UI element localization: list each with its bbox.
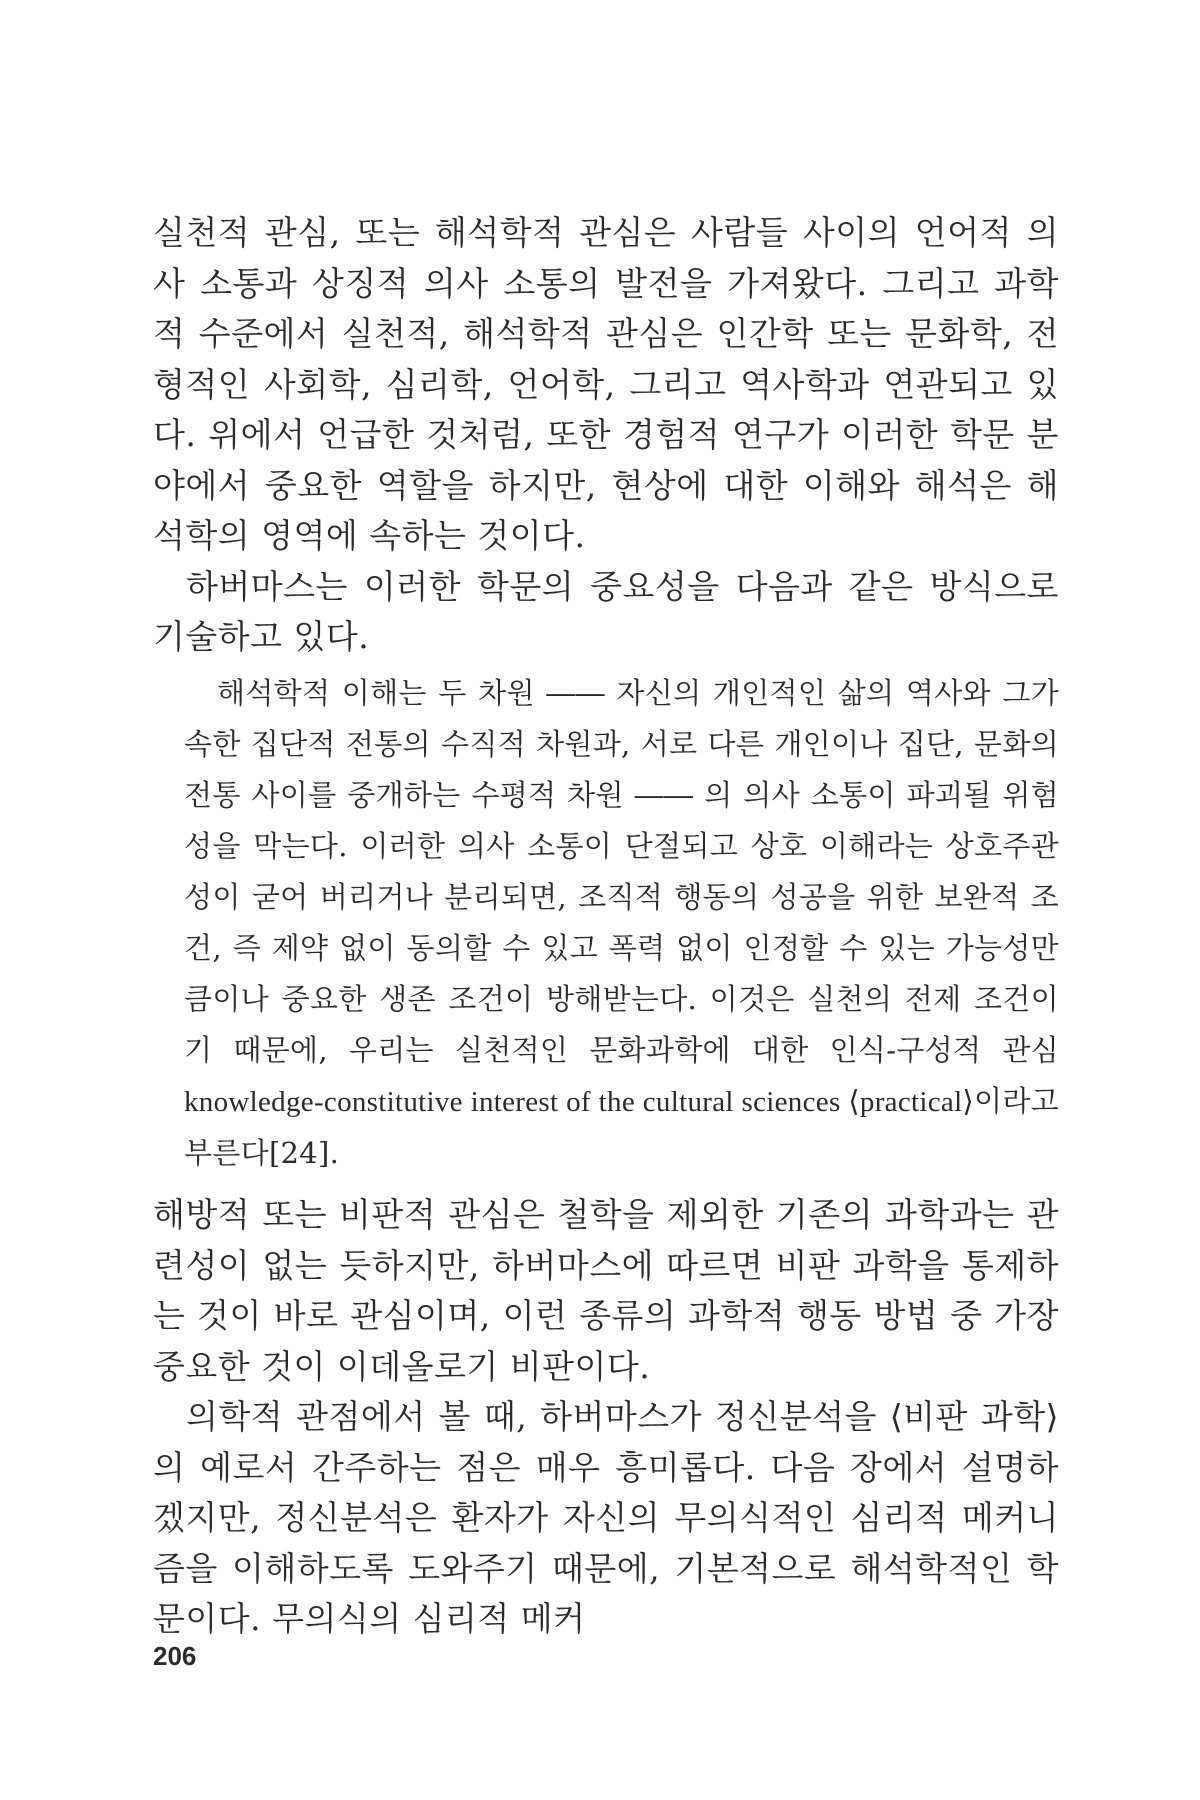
quote-text-korean: 해석학적 이해는 두 차원 ―― 자신의 개인적인 삶의 역사와 그가 속한 집단적 전통의 수직적 차원과, 서로 다른 개인이나 집단, 문화의 전통 사이를 중개하는 수평적 차원 ―― 의 의사 소통이 파괴될 위험성을 막는다. 이러한 의사 소통이 단절되고 상호 이해라는 상호주관성이 굳어 버리거나 분리되면, 조직적 행동의 성공을 위한 보완적 조건, 즉 제약 없이 동의할 수 있고 폭력 없이 인정할 수 있는 가능성만큼이나 중요한 생존 조건이 방해받는다. 이것은 실천의 전제 조건이기 때문에, 우리는 실천적인 문화과학에 대한 인식-구성적 관심 xyxy=(184,676,1059,1067)
quote-paragraph xyxy=(184,668,1059,1179)
block-quote xyxy=(184,668,1059,1179)
quote-text-tail: 이라고 부른다[24]. xyxy=(184,1084,1059,1170)
page-number: 206 xyxy=(153,1641,197,1671)
quote-text-english: knowledge-constitutive interest of the cultural sciences ⟨practical⟩ xyxy=(184,1086,975,1118)
paragraph-emancipatory-interest: 해방적 또는 비판적 관심은 철학을 제외한 기존의 과학과는 관련성이 없는 듯하지만, 하버마스에 따르면 비판 과학을 통제하는 것이 바로 관심이며, 이런 종류의 과학적 행동 방법 중 가장 중요한 것이 이데올로기 비판이다. xyxy=(153,1195,1059,1386)
text-block-bottom xyxy=(153,1190,1059,1645)
text-block-top xyxy=(153,208,1059,663)
paragraph-practical-interest: 실천적 관심, 또는 해석학적 관심은 사람들 사이의 언어적 의사 소통과 상징적 의사 소통의 발전을 가져왔다. 그리고 과학적 수준에서 실천적, 해석학적 관심은 인간학 또는 문화학, 전형적인 사회학, 심리학, 언어학, 그리고 역사학과 연관되고 있다. 위에서 언급한 것처럼, 또한 경험적 연구가 이러한 학문 분야에서 중요한 역할을 하지만, 현상에 대한 이해와 해석은 해석학의 영역에 속하는 것이다. xyxy=(153,213,1059,555)
paragraph-habermas-intro: 하버마스는 이러한 학문의 중요성을 다음과 같은 방식으로 기술하고 있다. xyxy=(153,566,1059,656)
paragraph-psychoanalysis: 의학적 관점에서 볼 때, 하버마스가 정신분석을 ⟨비판 과학⟩의 예로서 간주하는 점은 매우 흥미롭다. 다음 장에서 설명하겠지만, 정신분석은 환자가 자신의 무의식적인 심리적 메커니즘을 이해하도록 도와주기 때문에, 기본적으로 해석학적인 학문이다. 무의식의 심리적 메커 xyxy=(153,1397,1059,1638)
